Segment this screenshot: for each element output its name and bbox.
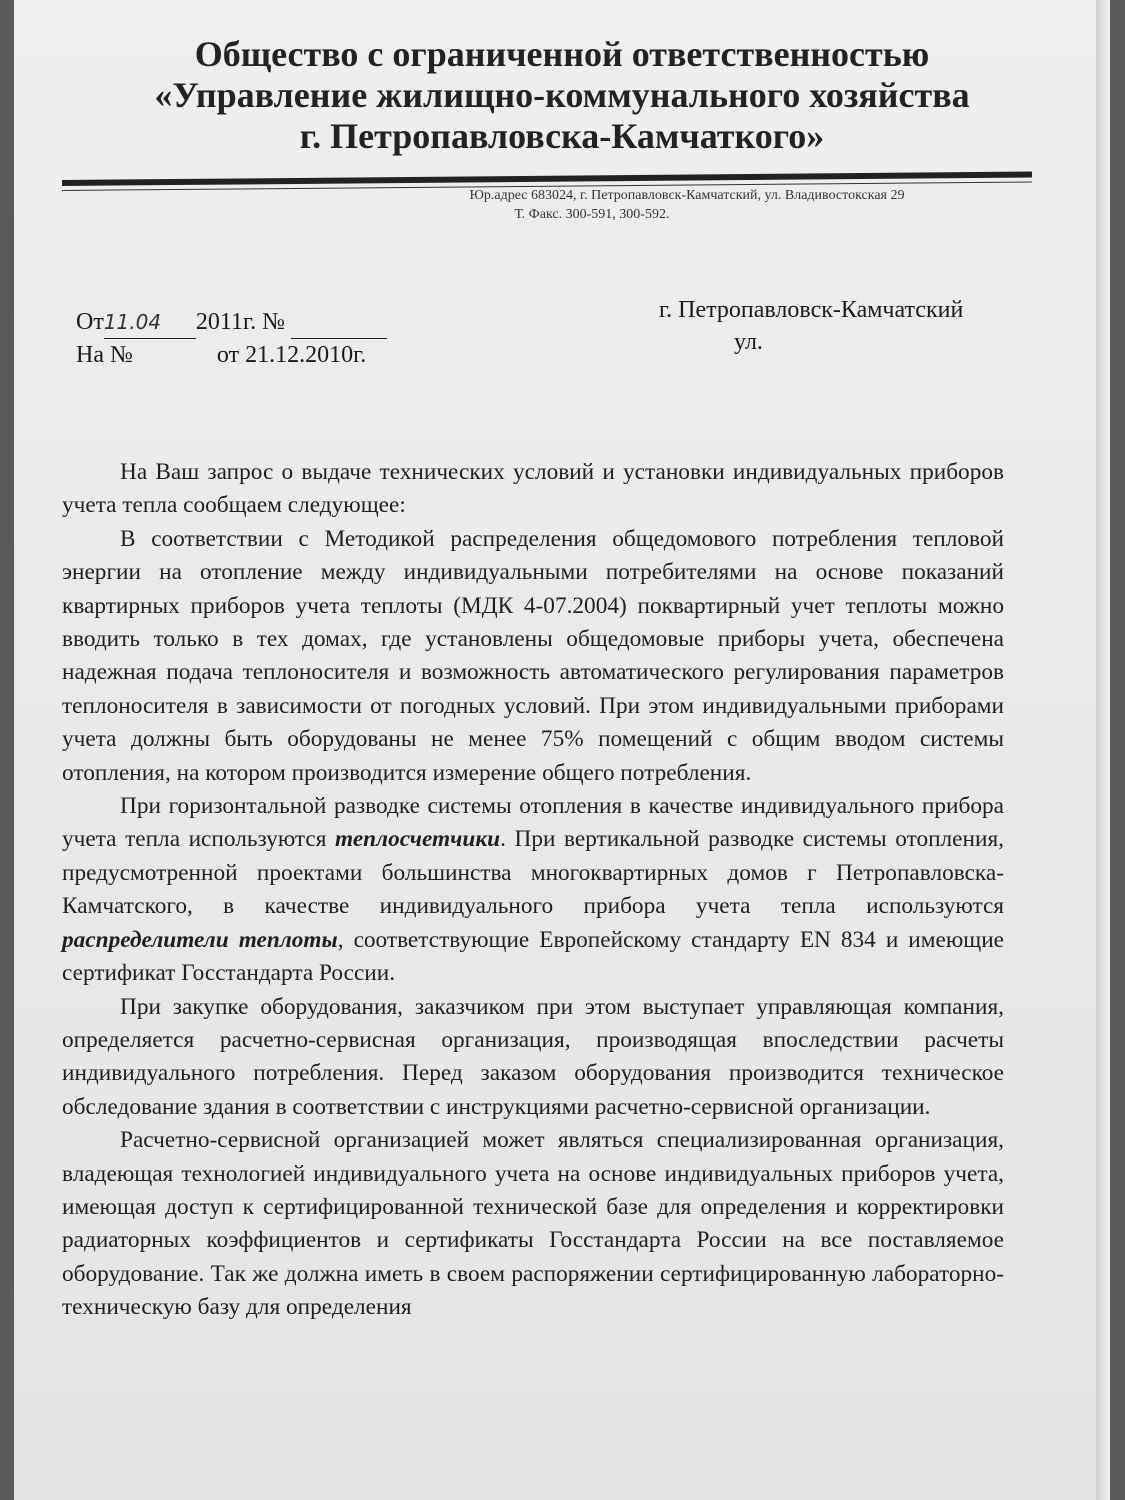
letterhead-title — [14, 34, 1110, 157]
number-blank — [291, 306, 387, 339]
year-number-label: 2011г. № — [195, 309, 285, 335]
recipient-city: г. Петропавловск-Камчатский — [659, 297, 964, 323]
outgoing-number-line — [76, 306, 387, 339]
paragraph-1: На Ваш запрос о выдаче технических условий и установки индивидуальных приборов учета тепла сообщаем следующее: — [62, 459, 1004, 519]
recipient-address — [659, 294, 963, 358]
paragraph-3-part-b: . При вертикальной разводке системы отопления, предусмотренной проектами большинства многоквартирных домов г Петропавловска-Камчатского, в качестве индивидуального прибора учета тепла используются — [62, 826, 1005, 920]
paragraph-3 — [62, 790, 1004, 990]
letter-sheet — [14, 0, 1110, 1500]
paragraph-4: При закупке оборудования, заказчиком при этом выступает управляющая компания, определяется расчетно-сервисная организация, производящая впоследствии расчеты индивидуального потребления. Перед заказом оборудования производится техническое обследование здания в соответствии с инструкциями расчетно-сервисной организации. — [62, 993, 1004, 1120]
letter-reference — [76, 306, 387, 371]
letterhead-address — [14, 186, 1110, 224]
paragraph-3-part-a: При горизонтальной разводке системы отопления в качестве индивидуального прибора учета тепла используются — [62, 793, 1004, 853]
page-edge — [1096, 0, 1110, 1500]
paragraph-2: В соответствии с Методикой распределения общедомового потребления тепловой энергии на отопление между индивидуальными потребителями на основе показаний квартирных приборов учета теплоты (МДК 4-07.2004) поквартирный учет теплоты можно вводить только в тех домах, где установлены общедомовые приборы учета, обеспечена надежная подача теплоносителя и возможность автоматического регулирования параметров теплоносителя в зависимости от погодных условий. При этом индивидуальными приборами учета должны быть оборудованы не менее 75% помещений с общим вводом системы отопления, на котором производится измерение общего потребления. — [62, 525, 1004, 786]
letter-body — [62, 456, 1004, 1325]
handwritten-date: 11.04 — [103, 310, 162, 334]
ref-label: На № — [76, 342, 133, 368]
paragraph-3-part-c: , соответствующие Европейскому стандарту EN 834 и имеющие сертификат Госстандарта России. — [62, 926, 1005, 987]
recipient-street: ул. — [734, 329, 763, 355]
from-label: От — [76, 309, 104, 335]
header-rule-thick — [62, 172, 1032, 186]
date-blank — [104, 306, 196, 339]
emphasis-heat-meters: теплосчетчики — [335, 826, 501, 853]
letterhead-line-2: «Управление жилищно-коммунального хозяйства — [154, 75, 970, 115]
ref-date: от 21.12.2010г. — [216, 342, 367, 368]
letterhead-line-3: г. Петропавловска-Камчаткого» — [299, 116, 825, 156]
letterhead-line-1: Общество с ограниченной ответственностью — [194, 34, 930, 74]
legal-address: Юр.адрес 683024, г. Петропавловск-Камчатский, ул. Владивостокская 29 — [469, 188, 905, 203]
incoming-reference-line — [76, 339, 387, 371]
paragraph-5: Расчетно-сервисной организацией может являться специализированная организация, владеющая технологией индивидуального учета на основе индивидуальных приборов учета, имеющая доступ к сертифицированной технической базе для определения и корректировки радиаторных коэффициентов и сертификаты Госстандарта России на все поставляемое оборудование. Так же должна иметь в своем распоряжении сертифицированную лабораторно-техническую базу для определения — [62, 1127, 1004, 1321]
phone-fax: Т. Факс. 300-591, 300-592. — [514, 207, 670, 222]
emphasis-heat-distributors: распределители теплоты — [62, 926, 338, 953]
